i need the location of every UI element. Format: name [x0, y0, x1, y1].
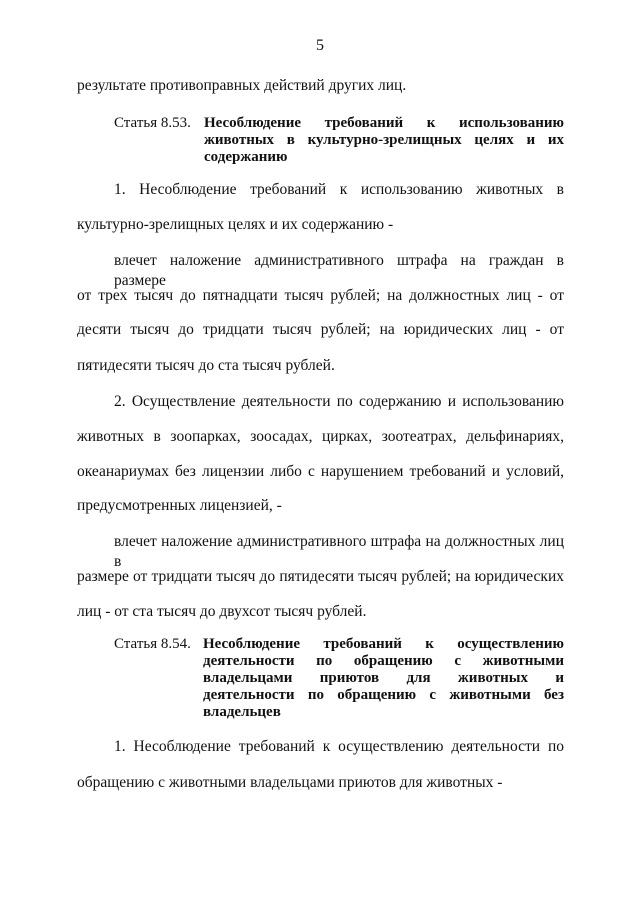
paragraph-line: пятидесяти тысяч до ста тысяч рублей. — [77, 357, 335, 374]
paragraph-line: от трех тысяч до пятнадцати тысяч рублей; на должностных лиц - от — [77, 287, 564, 304]
paragraph-line: влечет наложение административного штрафа на должностных лиц в — [114, 533, 564, 570]
article-title — [203, 636, 564, 721]
article-8-54 — [114, 636, 564, 722]
paragraph-line: влечет наложение административного штрафа на граждан в размере — [114, 252, 564, 289]
article-title-line: владельцев — [203, 704, 281, 720]
page-number: 5 — [316, 37, 324, 54]
article-8-53 — [114, 115, 564, 167]
paragraph-line: океанариумах без лицензии либо с нарушением требований и условий, — [77, 463, 564, 480]
article-title-line: деятельности по обращению с животными — [203, 653, 564, 669]
article-title-line: деятельности по обращению с животными без — [203, 687, 564, 703]
paragraph-line: 2. Осуществление деятельности по содержанию и использованию — [114, 393, 564, 410]
article-title-line: владельцами приютов для животных и — [203, 670, 564, 686]
article-title-line: содержанию — [204, 149, 288, 165]
article-label: Статья 8.53. — [114, 115, 191, 131]
paragraph-continuation: результате противоправных действий других лиц. — [77, 77, 407, 94]
paragraph-line: культурно-зрелищных целях и их содержанию - — [77, 216, 394, 233]
paragraph-line: 1. Несоблюдение требований к использованию животных в — [114, 181, 564, 198]
paragraph-line: животных в зоопарках, зоосадах, цирках, зоотеатрах, дельфинариях, — [77, 428, 564, 445]
article-title-line: Несоблюдение требований к осуществлению — [203, 636, 564, 652]
article-title — [204, 115, 564, 166]
paragraph-line: лиц - от ста тысяч до двухсот тысяч рублей. — [77, 603, 367, 620]
article-label: Статья 8.54. — [114, 636, 191, 652]
paragraph-line: предусмотренных лицензией, - — [77, 497, 282, 514]
paragraph-line: обращению с животными владельцами приютов для животных - — [77, 774, 503, 791]
article-title-line: животных в культурно-зрелищных целях и их — [204, 132, 564, 148]
paragraph-line: 1. Несоблюдение требований к осуществлению деятельности по — [114, 738, 564, 755]
article-title-line: Несоблюдение требований к использованию — [204, 115, 564, 131]
paragraph-line: десяти тысяч до тридцати тысяч рублей; на юридических лиц - от — [77, 321, 564, 338]
paragraph-line: размере от тридцати тысяч до пятидесяти тысяч рублей; на юридических — [77, 568, 564, 585]
